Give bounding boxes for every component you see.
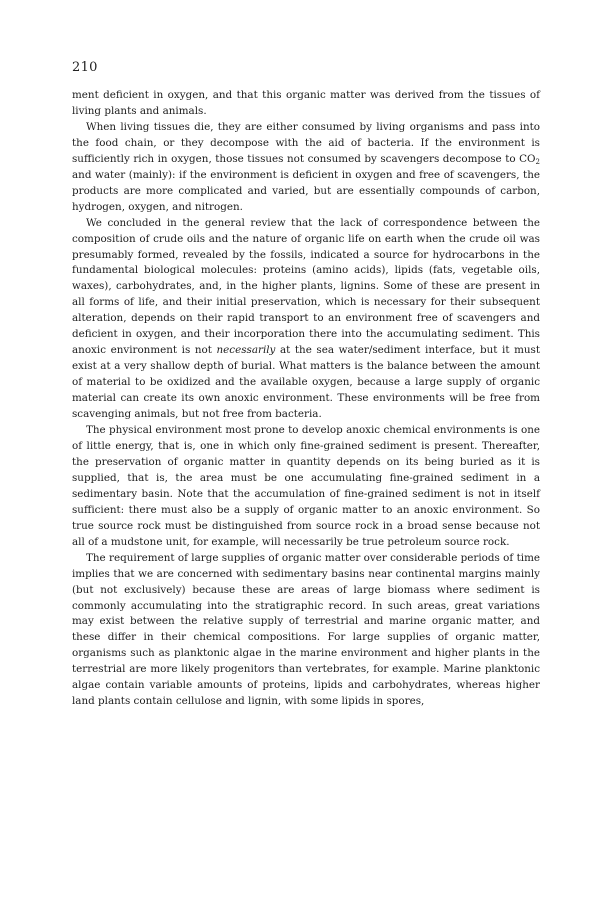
paragraph-3 [72, 216, 540, 423]
paragraph-2 [72, 120, 540, 216]
emphasis-necessarily: necessarily [216, 344, 276, 357]
paragraph-5: The requirement of large supplies of organic matter over considerable periods of time implies that we are concerned with sedimentary basins near continental margins mainly (but not exclusively) because these are areas of large biomass where sediment is commonly accumulating into the stratigraphic record. In such areas, great variations may exist between the relative supply of terrestrial and marine organic matter, and these differ in their chemical compositions. For large supplies of organic matter, organisms such as planktonic algae in the marine environment and higher plants in the terrestrial are more likely progenitors than vertebrates, for example. Marine planktonic algae contain variable amounts of proteins, lipids and carbohydrates, whereas higher land plants contain cellulose and lignin, with some lipids in spores, [72, 551, 540, 708]
paragraph-4: The physical environment most prone to develop anoxic chemical environments is one of little energy, that is, one in which only fine-grained sediment is present. Thereafter, the preservation of organic matter in quantity depends on its being buried as it is supplied, that is, the area must be one accumulating fine-grained sediment in a sedimentary basin. Note that the accumulation of fine-grained sediment is not in itself sufficient: there must also be a supply of organic matter to an anoxic environment. So true source rock must be distinguished from source rock in a broad sense because not all of a mudstone unit, for example, will necessarily be true petroleum source rock. [72, 424, 540, 548]
paragraph-3-part-a: We concluded in the general review that the lack of correspondence between the composition of crude oils and the nature of organic life on earth when the crude oil was presumably formed, revealed by the fossils, indicated a source for hydrocarbons in the fundamental biological molecules: proteins (amino acids), lipids (fats, vegetable oils, waxes), carbohydrates, and, in the higher plants, lignins. Some of these are present in all forms of life, and their initial preservation, which is necessary for their subsequent alteration, depends on their rapid transport to an environment free of scavengers and deficient in oxygen, and their incorporation there into the accumulating sediment. This anoxic environment is not [72, 216, 540, 357]
paragraph-1: ment deficient in oxygen, and that this organic matter was derived from the tissues of living plants and animals. [72, 89, 540, 117]
paragraph-2-part-a: When living tissues die, they are either consumed by living organisms and pass into the food chain, or they decompose with the aid of bacteria. If the environment is sufficiently rich in oxygen, those tissues not consumed by scavengers decompose to CO [72, 120, 540, 165]
body-text [72, 88, 540, 710]
page-number: 210 [72, 60, 98, 75]
paragraph-3-part-b: at the sea water/sediment interface, but it must exist at a very shallow depth of burial. What matters is the balance between the amount of material to be oxidized and the available oxygen, because a large supply of organic material can create its own anoxic environment. These environments will be free from scavenging animals, but not free from bacteria. [72, 344, 541, 421]
paragraph-2-part-b: and water (mainly): if the environment is deficient in oxygen and free of scavengers, the products are more complicated and varied, but are essentially compounds of carbon, hydrogen, oxygen, and nitrogen. [72, 168, 540, 213]
co2-subscript: 2 [535, 157, 540, 166]
